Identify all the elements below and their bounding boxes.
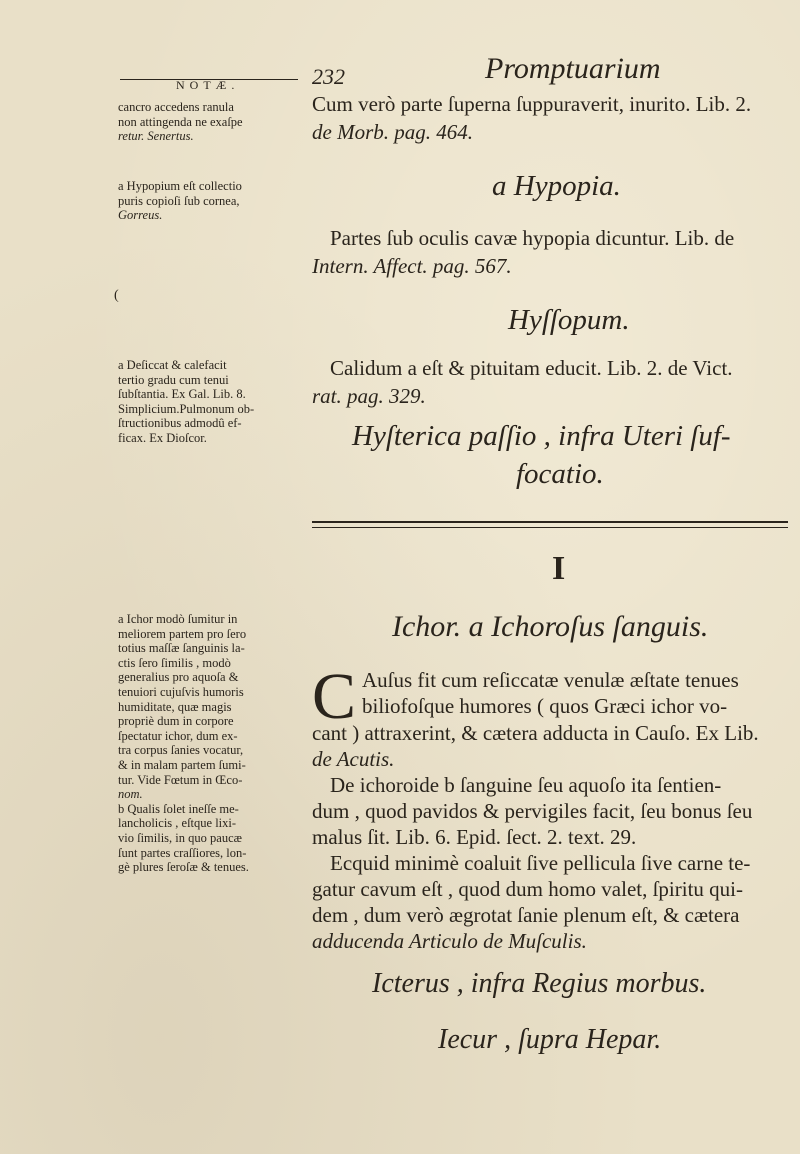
body-line: dum , quod pavidos & pervigiles facit, ſeu bonus ſeu: [312, 799, 753, 823]
body-line: gatur cavum eſt , quod dum homo valet, ſpiritu qui-: [312, 877, 744, 901]
body-line: malus ſit. Lib. 6. Epid. ſect. 2. text. 29.: [312, 825, 637, 849]
body-line: De ichoroide b ſanguine ſeu aquoſo ita ſentien-: [330, 773, 722, 797]
body-line: adducenda Articulo de Muſculis.: [312, 929, 587, 953]
body-line: dem , dum verò ægrotat ſanie plenum eſt, & cætera: [312, 903, 740, 927]
margin-note-ranula: cancro accedens ranula non attingenda ne exaſpe retur. Senertus.: [118, 100, 243, 144]
body-line: rat. pag. 329.: [312, 384, 426, 408]
body-line: biliofoſque humores ( quos Græci ichor vo-: [362, 694, 728, 718]
section-divider: [312, 521, 788, 528]
margin-mark: (: [114, 288, 119, 303]
margin-note-ichor: a Ichor modò ſumitur in meliorem partem pro ſero totius maſſæ ſanguinis la- ctis ſero ſimilis , modò generalius pro aquoſa & tenuiori cujuſvis humoris humiditate, quæ magis propriè dum in corpore ſpectatur ichor, dum ex- tra corpus ſanies vocatur, & in malam partem ſumi- tur. Vide Fœtum in Œco- nom. b Qualis ſolet ineſſe me- lancholicis , eſtque lixi- vio ſimilis, in quo paucæ ſunt partes craſſiores, lon- gè plures ſeroſæ & tenues.: [118, 612, 249, 875]
entry-heading-hyssopum: Hyſſopum.: [508, 304, 630, 336]
body-line: Calidum a eſt & pituitam educit. Lib. 2. de Vict.: [330, 356, 733, 380]
body-line: Intern. Affect. pag. 567.: [312, 254, 512, 278]
entry-heading-ichor: Ichor. a Ichoroſus ſanguis.: [392, 610, 709, 643]
entry-heading-hypopia: a Hypopia.: [492, 170, 621, 202]
entry-heading-iecur: Iecur , ſupra Hepar.: [438, 1024, 662, 1055]
entry-heading-hysterica: Hyſterica paſſio , infra Uteri ſuf-: [352, 420, 731, 452]
body-line: Auſus fit cum reſiccatæ venulæ æſtate tenues: [362, 668, 739, 692]
body-line: Ecquid minimè coaluit ſive pellicula ſive carne te-: [330, 851, 751, 875]
body-line: Cum verò parte ſuperna ſuppuraverit, inurito. Lib. 2.: [312, 92, 752, 116]
notes-label: NOTÆ.: [176, 78, 240, 92]
drop-capital: C: [312, 660, 357, 733]
section-letter: I: [552, 550, 566, 587]
running-title: Promptuarium: [485, 52, 661, 85]
body-line: Partes ſub oculis cavæ hypopia dicuntur. Lib. de: [330, 226, 735, 250]
margin-note-hypopium: a Hypopium eſt collectio puris copioſi ſub cornea, Gorreus.: [118, 179, 242, 223]
body-line: cant ) attraxerint, & cætera adducta in Cauſo. Ex Lib.: [312, 721, 759, 745]
page-number: 232: [312, 64, 345, 89]
body-line: de Morb. pag. 464.: [312, 120, 473, 144]
body-line: de Acutis.: [312, 747, 395, 771]
entry-heading-icterus: Icterus , infra Regius morbus.: [372, 968, 707, 999]
margin-note-hyssopum: a Deſiccat & calefacit tertio gradu cum tenui ſubſtantia. Ex Gal. Lib. 8. Simplicium.Pulmonum ob- ſtructionibus admodû ef- ficax. Ex Dioſcor.: [118, 358, 255, 445]
entry-heading-hysterica-cont: focatio.: [516, 458, 604, 490]
